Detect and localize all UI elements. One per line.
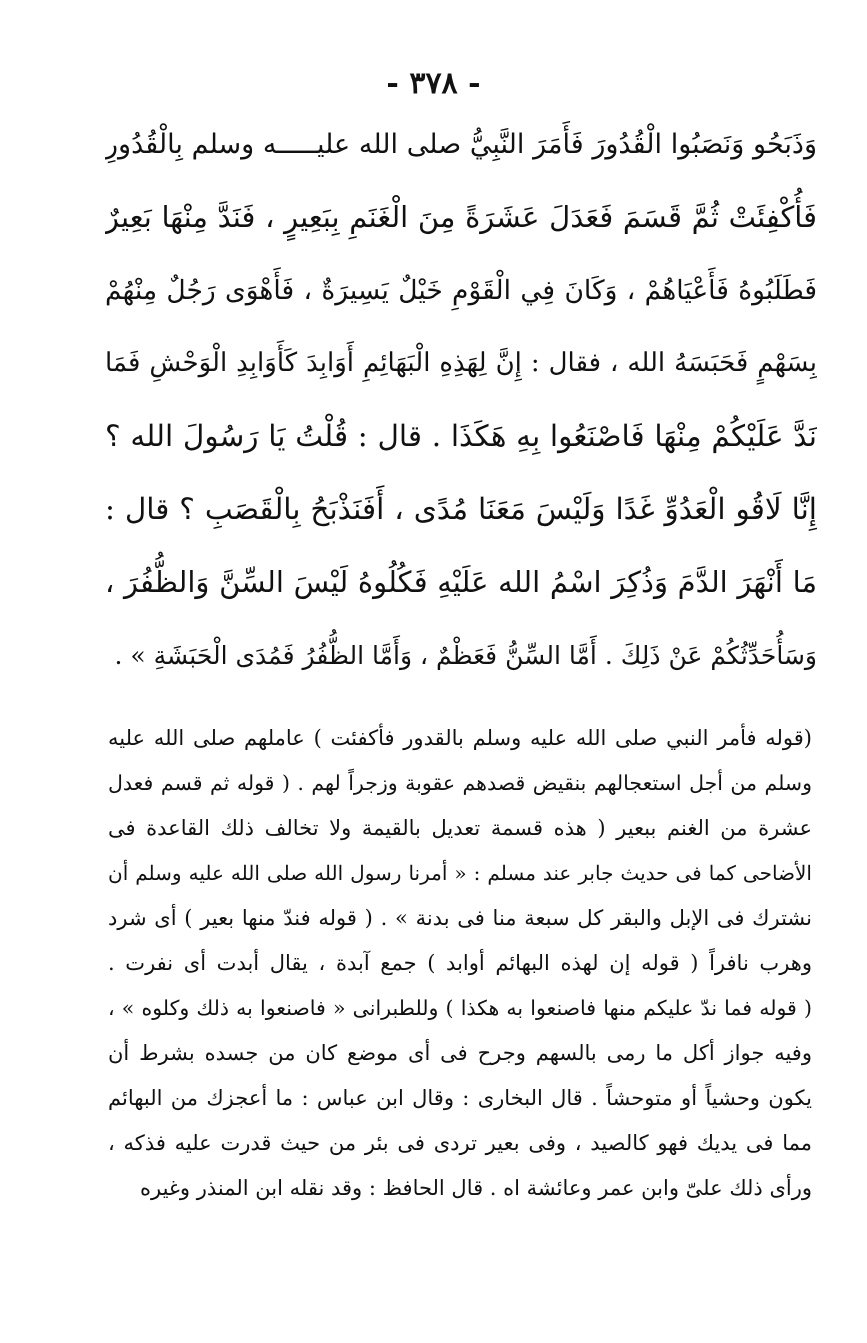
commentary-line: مما فى يديك فهو كالصيد ، وفى بعير تردى فى بئر من حيث قدرت عليه فذكه ، <box>108 1131 812 1155</box>
hadith-line: إِنَّا لَاقُو الْعَدُوِّ غَدًا وَلَيْسَ مَعَنَا مُدًى ، أَفَنَذْبَحُ بِالْقَصَبِ ؟ قال : <box>105 492 817 526</box>
hadith-line: وَذَبَحُو وَنَصَبُوا الْقُدُورَ فَأَمَرَ النَّبِيُّ صلى الله عليـــــه وسلم بِالْقُدُورِ <box>105 129 817 160</box>
commentary-line: نشترك فى الإبل والبقر كل سبعة منا فى بدنة » . ( قوله فندّ منها بعير ) أى شرد <box>108 906 812 930</box>
hadith-line: بِسَهْمٍ فَحَبَسَهُ الله ، فقال : إِنَّ لِهَذِهِ الْبَهَائِمِ أَوَابِدَ كَأَوَابِدِ الْوَحْشِ فَمَا <box>105 348 817 378</box>
commentary-line: وفيه جواز أكل ما رمى بالسهم وجرح فى أى موضع كان من جسده بشرط أن <box>108 1041 812 1065</box>
hadith-line: نَدَّ عَلَيْكُمْ مِنْهَا فَاصْنَعُوا بِهِ هَكَذَا . قال : قُلْتُ يَا رَسُولَ الله ؟ <box>105 419 817 453</box>
hadith-line: فَأُكْفِئَتْ ثُمَّ قَسَمَ فَعَدَلَ عَشَرَةً مِنَ الْغَنَمِ بِبَعِيرٍ ، فَنَدَّ مِنْهَا بَعِيرٌ <box>105 200 817 234</box>
hadith-text <box>105 108 817 692</box>
commentary-line: الأضاحى كما فى حديث جابر عند مسلم : « أمرنا رسول الله صلى الله عليه وسلم أن <box>108 861 812 885</box>
commentary-line: وهرب نافراً ( قوله إن لهذه البهائم أوابد ) جمع آبدة ، يقال أبدت أى نفرت . <box>108 951 812 975</box>
hadith-line: فَطَلَبُوهُ فَأَعْيَاهُمْ ، وَكَانَ فِي الْقَوْمِ خَيْلٌ يَسِيرَةٌ ، فَأَهْوَى رَجُلٌ مِنْهُمْ <box>105 275 817 306</box>
commentary-line: وسلم من أجل استعجالهم بنقيض قصدهم عقوبة وزجراً لهم . ( قوله ثم قسم فعدل <box>108 771 812 795</box>
commentary-line: يكون وحشياً أو متوحشاً . قال البخارى : وقال ابن عباس : ما أعجزك من البهائم <box>108 1086 812 1110</box>
commentary-line: عشرة من الغنم ببعير ( هذه قسمة تعديل بالقيمة ولا تخالف ذلك القاعدة فى <box>108 816 812 840</box>
page-number: - ٣٧٨ - <box>386 66 481 101</box>
commentary-line: (قوله فأمر النبي صلى الله عليه وسلم بالقدور فأكفئت ) عاملهم صلى الله عليه <box>108 726 812 750</box>
commentary-text <box>108 716 812 1211</box>
commentary-line: ( قوله فما ندّ عليكم منها فاصنعوا به هكذا ) وللطبرانى « فاصنعوا به ذلك وكلوه » ، <box>108 996 812 1020</box>
hadith-line: مَا أَنْهَرَ الدَّمَ وَذُكِرَ اسْمُ الله عَلَيْهِ فَكُلُوهُ لَيْسَ السِّنَّ وَالظُّفُرَ ، <box>105 565 817 599</box>
hadith-line: وَسَأُحَدِّثُكُمْ عَنْ ذَلِكَ . أَمَّا السِّنُّ فَعَظْمٌ ، وَأَمَّا الظُّفُرُ فَمُدَى الْحَبَشَةِ » . <box>114 641 817 670</box>
commentary-line: ورأى ذلك علىّ وابن عمر وعائشة اه . قال الحافظ : وقد نقله ابن المنذر وغيره <box>140 1176 812 1200</box>
